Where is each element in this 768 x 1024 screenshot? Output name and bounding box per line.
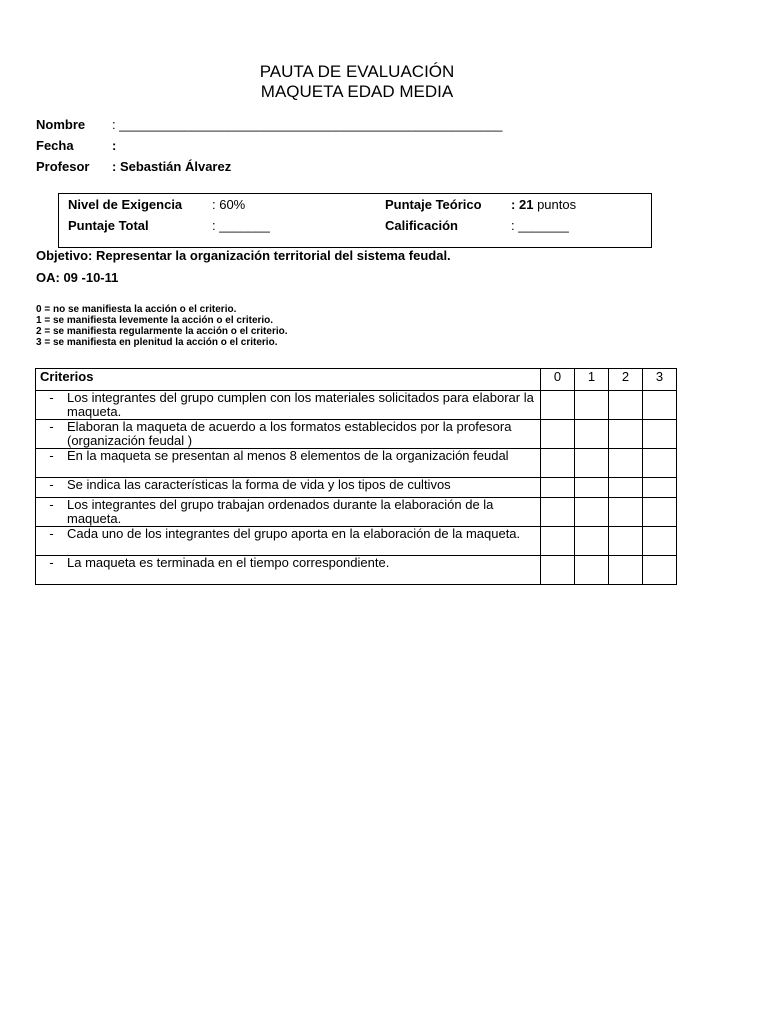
- score-cell[interactable]: [541, 527, 575, 556]
- legend-item: 1 = se manifiesta levemente la acción o el criterio.: [36, 315, 274, 326]
- score-cell[interactable]: [541, 449, 575, 478]
- criterion-text: La maqueta es terminada en el tiempo correspondiente.: [67, 555, 390, 570]
- criterion-text: Se indica las características la forma de vida y los tipos de cultivos: [67, 477, 451, 492]
- criterion-cell: [36, 391, 541, 420]
- row-dash: -: [49, 555, 54, 570]
- fecha-label: Fecha: [36, 138, 74, 153]
- calificacion-label: Calificación: [385, 218, 458, 233]
- score-cell[interactable]: [575, 391, 609, 420]
- fecha-value: :: [112, 138, 117, 153]
- row-dash: -: [49, 419, 54, 434]
- puntaje-teorico: [385, 197, 576, 212]
- score-legend: [36, 304, 288, 348]
- criterion-cell: [36, 498, 541, 527]
- nivel-exigencia-label: Nivel de Exigencia: [68, 197, 183, 212]
- objective-text: Objetivo: Representar la organización territorial del sistema feudal.: [36, 248, 451, 263]
- score-cell[interactable]: [609, 478, 643, 498]
- puntaje-teorico-prefix: :: [511, 197, 516, 212]
- puntaje-total-value: : _______: [212, 218, 270, 233]
- nivel-exigencia: [68, 197, 245, 212]
- nivel-exigencia-value: : 60%: [212, 197, 246, 212]
- score-cell[interactable]: [541, 556, 575, 585]
- table-row: [36, 498, 677, 527]
- table-row: [36, 556, 677, 585]
- puntaje-teorico-unit: puntos: [537, 197, 577, 212]
- legend-item: 3 = se manifiesta en plenitud la acción o el criterio.: [36, 337, 278, 348]
- puntaje-teorico-label: Puntaje Teórico: [385, 197, 482, 212]
- score-cell[interactable]: [643, 391, 677, 420]
- score-cell[interactable]: [541, 498, 575, 527]
- score-cell[interactable]: [541, 391, 575, 420]
- document-title-line-2: MAQUETA EDAD MEDIA: [260, 82, 454, 101]
- score-cell[interactable]: [643, 449, 677, 478]
- criterion-text: Los integrantes del grupo cumplen con los materiales solicitados para elaborar la maqueta.: [67, 390, 534, 419]
- profesor-label: Profesor: [36, 159, 90, 174]
- table-row: [36, 527, 677, 556]
- fecha-field: [36, 138, 116, 153]
- score-cell[interactable]: [609, 498, 643, 527]
- criterion-text: Cada uno de los integrantes del grupo aporta en la elaboración de la maqueta.: [67, 526, 521, 541]
- puntaje-teorico-number: 21: [518, 197, 534, 212]
- criterion-text: En la maqueta se presentan al menos 8 elementos de la organización feudal: [67, 448, 509, 463]
- puntaje-total-label: Puntaje Total: [68, 218, 149, 233]
- score-cell[interactable]: [575, 478, 609, 498]
- table-row: [36, 391, 677, 420]
- calificacion-value: : _______: [511, 218, 569, 233]
- row-dash: -: [49, 477, 54, 492]
- criterion-text: Elaboran la maqueta de acuerdo a los formatos establecidos por la profesora (organización feudal ): [67, 419, 512, 448]
- score-cell[interactable]: [643, 498, 677, 527]
- score-summary-box: [58, 193, 652, 248]
- criterios-header: Criterios: [36, 369, 541, 391]
- score-cell[interactable]: [575, 556, 609, 585]
- calificacion: [385, 218, 569, 233]
- nombre-value: : _____________________________________________________: [112, 117, 503, 132]
- score-header-1: 1: [575, 369, 609, 391]
- oa-text: OA: 09 -10-11: [36, 270, 119, 285]
- score-header-0: 0: [541, 369, 575, 391]
- score-cell[interactable]: [643, 478, 677, 498]
- criterion-cell: [36, 449, 541, 478]
- score-header-3: 3: [643, 369, 677, 391]
- score-cell[interactable]: [541, 478, 575, 498]
- score-cell[interactable]: [575, 449, 609, 478]
- criteria-table: [35, 368, 677, 585]
- score-cell[interactable]: [609, 449, 643, 478]
- score-cell[interactable]: [541, 420, 575, 449]
- table-header-row: [36, 369, 677, 391]
- profesor-value: : Sebastián Álvarez: [112, 159, 232, 174]
- score-cell[interactable]: [643, 527, 677, 556]
- criterion-cell: [36, 556, 541, 585]
- document-title-line-1: PAUTA DE EVALUACIÓN: [259, 62, 455, 81]
- table-row: [36, 420, 677, 449]
- row-dash: -: [49, 497, 54, 512]
- nombre-field: [36, 117, 502, 132]
- legend-item: 2 = se manifiesta regularmente la acción o el criterio.: [36, 326, 288, 337]
- score-cell[interactable]: [609, 556, 643, 585]
- criterion-cell: [36, 478, 541, 498]
- row-dash: -: [49, 526, 54, 541]
- score-cell[interactable]: [609, 420, 643, 449]
- score-cell[interactable]: [643, 420, 677, 449]
- score-cell[interactable]: [609, 527, 643, 556]
- row-dash: -: [49, 448, 54, 463]
- row-dash: -: [49, 390, 54, 405]
- legend-item: 0 = no se manifiesta la acción o el criterio.: [36, 304, 237, 315]
- score-header-2: 2: [609, 369, 643, 391]
- criterion-cell: [36, 420, 541, 449]
- table-row: [36, 478, 677, 498]
- score-cell[interactable]: [643, 556, 677, 585]
- criterion-text: Los integrantes del grupo trabajan ordenados durante la elaboración de la maqueta.: [67, 497, 494, 526]
- puntaje-total: [68, 218, 270, 233]
- score-cell[interactable]: [575, 420, 609, 449]
- criterion-cell: [36, 527, 541, 556]
- table-row: [36, 449, 677, 478]
- score-cell[interactable]: [575, 498, 609, 527]
- score-cell[interactable]: [609, 391, 643, 420]
- nombre-label: Nombre: [36, 117, 86, 132]
- profesor-field: [36, 159, 231, 174]
- score-cell[interactable]: [575, 527, 609, 556]
